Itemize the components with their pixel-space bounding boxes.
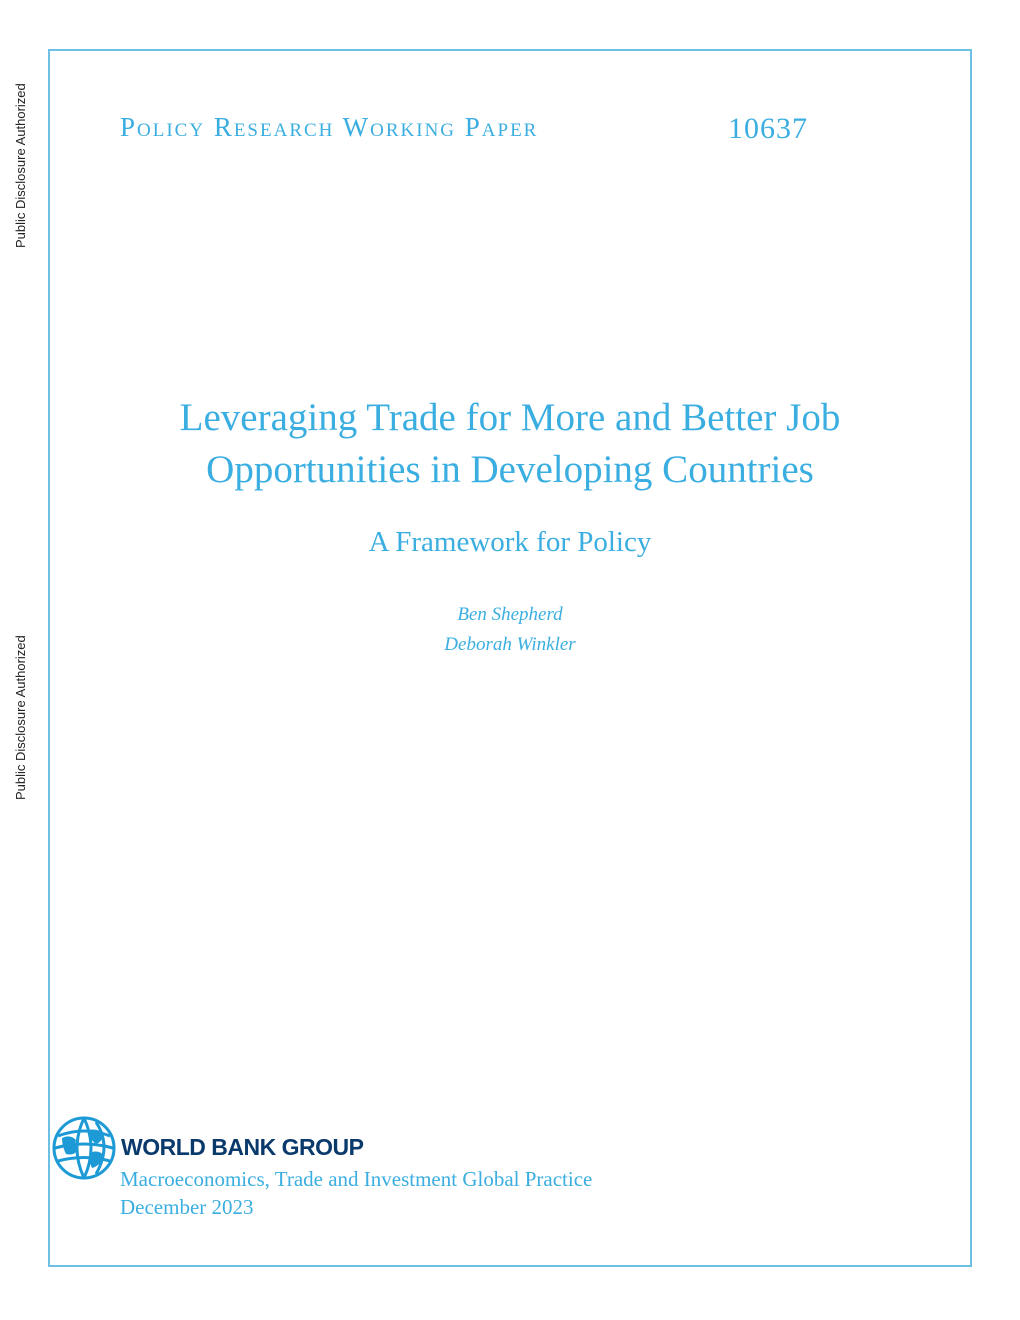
publisher-block	[52, 1116, 752, 1226]
author-name: Ben Shepherd	[457, 604, 563, 625]
series-header	[120, 112, 820, 156]
global-practice: Macroeconomics, Trade and Investment Global Practice	[120, 1167, 593, 1191]
author-name: Deborah Winkler	[444, 634, 576, 655]
disclosure-stamp-top: Public Disclosure Authorized	[13, 83, 28, 248]
paper-number: 10637	[728, 112, 808, 145]
paper-title-line-2: Opportunities in Developing Countries	[206, 448, 814, 491]
disclosure-stamp-bottom: Public Disclosure Authorized	[13, 635, 28, 800]
author-list	[100, 600, 920, 660]
paper-title-line-1: Leveraging Trade for More and Better Job	[179, 396, 841, 439]
paper-subtitle: A Framework for Policy	[368, 526, 652, 558]
publication-date: December 2023	[120, 1195, 254, 1219]
publisher-name: WORLD BANK GROUP	[121, 1134, 364, 1160]
globe-icon	[52, 1116, 116, 1180]
series-title: Policy Research Working Paper	[120, 112, 539, 142]
paper-title	[100, 392, 920, 496]
